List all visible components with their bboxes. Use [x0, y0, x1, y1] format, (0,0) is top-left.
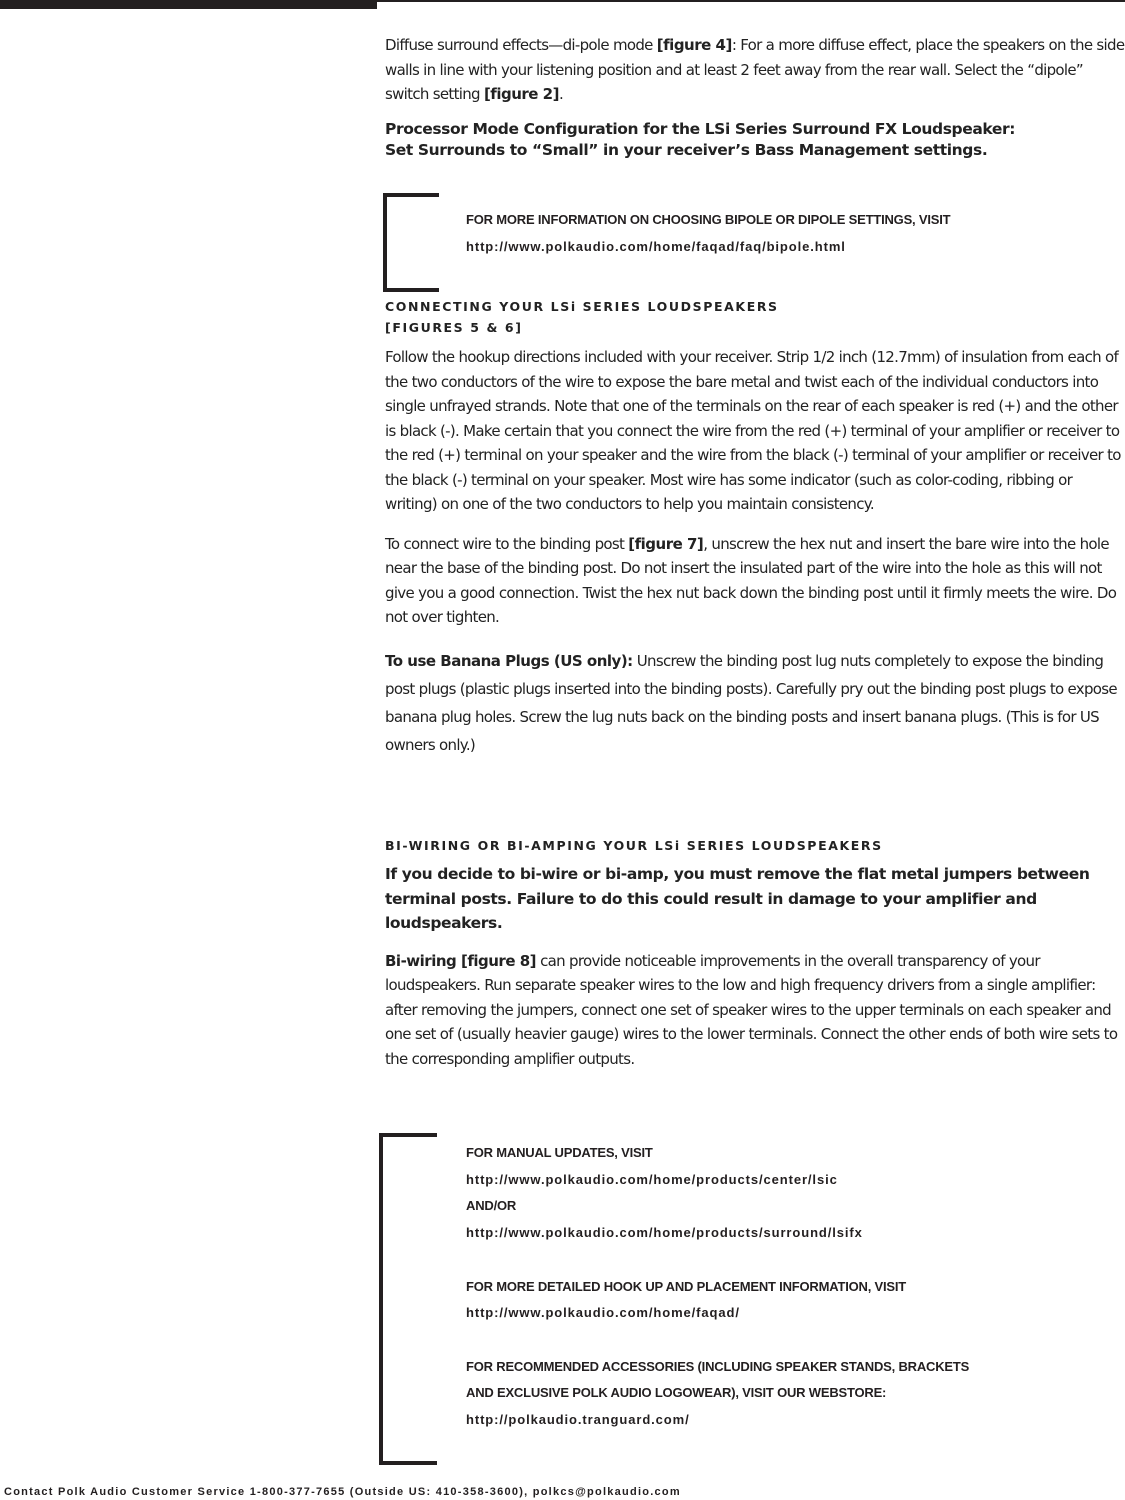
and-or-label: AND/OR: [466, 1198, 517, 1214]
biwiring-lead: Bi-wiring [figure 8]: [385, 951, 537, 970]
accessories-heading-line2: AND EXCLUSIVE POLK AUDIO LOGOWEAR), VISIT OUR WEBSTORE:: [466, 1385, 887, 1401]
figure-2-ref: [figure 2]: [483, 85, 559, 103]
spacer: [466, 1327, 969, 1354]
header-rule-thin: [377, 0, 1125, 2]
figure-7-ref: [figure 7]: [628, 534, 704, 553]
banana-plugs-lead: To use Banana Plugs (US only):: [385, 651, 633, 670]
connecting-heading: [385, 296, 1125, 338]
connecting-section: [385, 296, 1125, 759]
biwiring-heading: BI-WIRING OR BI-AMPING YOUR LSi SERIES LOUDSPEAKERS: [385, 838, 883, 853]
figure-4-ref: [figure 4]: [656, 36, 732, 54]
faq-link[interactable]: http://www.polkaudio.com/home/faqad/: [466, 1305, 740, 1321]
processor-mode-line1: Processor Mode Configuration for the LSi Series Surround FX Loudspeaker:: [385, 120, 1016, 138]
callout-bracket-bipole: [383, 193, 439, 292]
biwiring-text: can provide noticeable improvements in the overall transparency of your loudspeakers. Run separate speaker wires to the low and high frequency drivers from a single amplifier: after removing the jumpers, connect one set of speaker wires to the upper terminals on each speaker and one set of (usually heavier gauge) wires to the lower terminals. Connect the other ends of both wire sets to the corresponding amplifier outputs.: [385, 951, 1118, 1068]
biwiring-warning: If you decide to bi-wire or bi-amp, you must remove the flat metal jumpers between terminal posts. Failure to do this could result in damage to your amplifier and loudspeakers.: [385, 865, 1090, 932]
bipole-faq-link[interactable]: http://www.polkaudio.com/home/faqad/faq/bipole.html: [466, 238, 846, 254]
processor-mode-note: [385, 119, 1125, 161]
dipole-text: : For a more diffuse effect, place the speakers on the side walls in line with your listening position and at least 2 feet away from the rear wall. Select the “dipole” switch setting: [385, 36, 1125, 103]
banana-plugs-text: Unscrew the binding post lug nuts completely to expose the binding post plugs (plastic plugs inserted into the binding posts). Carefully pry out the binding post plugs to expose banana plug holes. Screw the lug nuts back on the binding posts and insert banana plugs. (This is for US owners only.): [385, 651, 1117, 754]
accessories-heading-line1: FOR RECOMMENDED ACCESSORIES (INCLUDING SPEAKER STANDS, BRACKETS: [466, 1358, 970, 1374]
footer-contact: Contact Polk Audio Customer Service 1-800-377-7655 (Outside US: 410-358-3600), polkcs@polkaudio.com: [4, 1486, 681, 1498]
center-product-link[interactable]: http://www.polkaudio.com/home/products/center/lsic: [466, 1171, 838, 1187]
biwiring-section: [385, 835, 1125, 1071]
header-rule-thick: [0, 0, 377, 9]
banana-plugs-paragraph: [385, 647, 1125, 759]
callout-bipole: [466, 207, 950, 260]
connecting-paragraph-2: [385, 532, 1125, 630]
binding-post-lead: To connect wire to the binding post: [385, 534, 625, 553]
processor-mode-section: [385, 119, 1125, 161]
manual-updates-heading: FOR MANUAL UPDATES, VISIT: [466, 1145, 653, 1160]
biwiring-paragraph: [385, 949, 1125, 1072]
connecting-paragraph-1: Follow the hookup directions included with your receiver. Strip 1/2 inch (12.7mm) of insulation from each of the two conductors of the wire to expose the bare metal and twist each of the individual conductors into single unfrayed strands. Note that one of the terminals on the rear of each speaker is red (+) and the other is black (-). Make certain that you connect the wire from the red (+) terminal of your amplifier or receiver to the red (+) terminal on your speaker and the wire from the black (-) terminal of your amplifier or receiver to the black (-) terminal on your speaker. Most wire has some indicator (such as color-coding, ribbing or writing) on one of the two conductors to help you maintain consistency.: [385, 348, 1121, 513]
processor-mode-line2: Set Surrounds to “Small” in your receiver’s Bass Management settings.: [385, 141, 988, 159]
connecting-heading-line1: CONNECTING YOUR LSi SERIES LOUDSPEAKERS: [385, 299, 779, 314]
spacer: [466, 1247, 969, 1274]
dipole-text-end: .: [558, 85, 564, 103]
callout-bracket-updates: [379, 1133, 437, 1465]
dipole-paragraph: [385, 33, 1125, 107]
webstore-link[interactable]: http://polkaudio.tranguard.com/: [466, 1412, 690, 1427]
surround-product-link[interactable]: http://www.polkaudio.com/home/products/surround/lsifx: [466, 1225, 863, 1241]
callout-bipole-heading: FOR MORE INFORMATION ON CHOOSING BIPOLE OR DIPOLE SETTINGS, VISIT: [466, 212, 951, 227]
binding-post-text: , unscrew the hex nut and insert the bare wire into the hole near the base of the binding post. Do not insert the insulated part of the wire into the hole as this will not give you a good connection. Twist the hex nut back down the binding post until it firmly meets the wire. Do not over tighten.: [385, 534, 1117, 626]
dipole-lead: Diffuse surround effects—di-pole mode: [385, 36, 653, 54]
hookup-info-heading: FOR MORE DETAILED HOOK UP AND PLACEMENT INFORMATION, VISIT: [466, 1278, 907, 1294]
dipole-section: [385, 33, 1125, 107]
connecting-heading-line2: [FIGURES 5 & 6]: [385, 320, 523, 335]
callout-updates: [466, 1140, 969, 1434]
